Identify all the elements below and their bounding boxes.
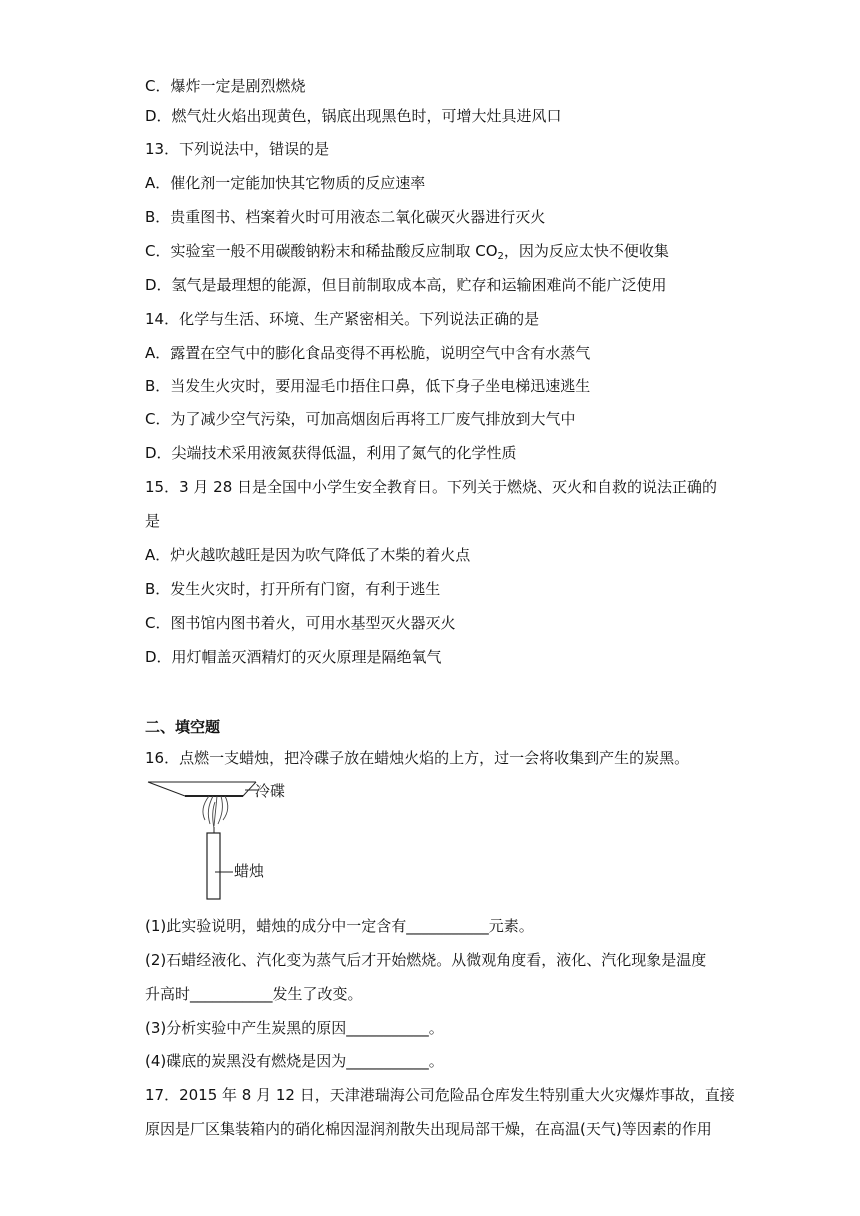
line-16-2: (2)石蜡经液化、汽化变为蒸气后才开始燃烧。从微观角度看，液化、汽化现象是温度 <box>145 951 707 969</box>
line-13c-text: C．实验室一般不用碳酸钠粉末和稀盐酸反应制取 CO <box>145 242 498 260</box>
flame <box>203 796 228 828</box>
question-13: 13．下列说法中，错误的是 <box>145 140 330 158</box>
line-15a: A．炉火越吹越旺是因为吹气降低了木柴的着火点 <box>145 546 471 564</box>
line-14d: D．尖端技术采用液氮获得低温，利用了氮气的化学性质 <box>145 444 517 462</box>
line-16-4: (4)碟底的炭黑没有燃烧是因为___________。 <box>145 1052 444 1070</box>
line-15b: B．发生火灾时，打开所有门窗，有利于逃生 <box>145 580 441 598</box>
line-16-1: (1)此实验说明，蜡烛的成分中一定含有___________元素。 <box>145 917 534 935</box>
line-15c: C．图书馆内图书着火，可用水基型灭火器灭火 <box>145 614 456 632</box>
section-heading: 二、填空题 <box>145 718 221 736</box>
line-14c: C．为了减少空气污染，可加高烟囱后再将工厂废气排放到大气中 <box>145 410 576 428</box>
candle-diagram <box>145 780 305 905</box>
line-13c-tail: ，因为反应太快不便收集 <box>503 242 669 260</box>
line-16-2-cont: 升高时___________发生了改变。 <box>145 985 363 1003</box>
question-17: 17．2015 年 8 月 12 日，天津港瑞海公司危险品仓库发生特别重大火灾爆炸事故，直接 <box>145 1086 735 1104</box>
line-13d: D．氢气是最理想的能源，但目前制取成本高，贮存和运输困难尚不能广泛使用 <box>145 276 667 294</box>
candle-label: 蜡烛 <box>234 862 265 880</box>
line-12c: C．爆炸一定是剧烈燃烧 <box>145 77 306 95</box>
question-17-cont: 原因是厂区集装箱内的硝化棉因湿润剂散失出现局部干燥，在高温(天气)等因素的作用 <box>145 1120 712 1138</box>
line-14b: B．当发生火灾时，要用湿毛巾捂住口鼻，低下身子坐电梯迅速逃生 <box>145 377 591 395</box>
line-13b: B．贵重图书、档案着火时可用液态二氧化碳灭火器进行灭火 <box>145 208 546 226</box>
dish-label: 冷碟 <box>255 782 286 800</box>
co2-subscript: 2 <box>497 251 504 262</box>
question-16: 16．点燃一支蜡烛，把冷碟子放在蜡烛火焰的上方，过一会将收集到产生的炭黑。 <box>145 749 690 767</box>
question-14: 14．化学与生活、环境、生产紧密相关。下列说法正确的是 <box>145 310 540 328</box>
candle <box>207 827 220 899</box>
question-15: 15．3 月 28 日是全国中小学生安全教育日。下列关于燃烧、灭火和自救的说法正确的 <box>145 478 718 496</box>
candle-figure <box>145 780 305 905</box>
line-12d: D．燃气灶火焰出现黄色，锅底出现黑色时，可增大灶具进风口 <box>145 107 562 125</box>
line-13a: A．催化剂一定能加快其它物质的反应速率 <box>145 174 426 192</box>
line-15d: D．用灯帽盖灭酒精灯的灭火原理是隔绝氧气 <box>145 648 442 666</box>
question-15-cont: 是 <box>145 512 161 530</box>
line-14a: A．露置在空气中的膨化食品变得不再松脆，说明空气中含有水蒸气 <box>145 344 591 362</box>
line-16-3: (3)分析实验中产生炭黑的原因___________。 <box>145 1019 444 1037</box>
line-13c <box>145 241 669 261</box>
cold-dish <box>148 782 256 796</box>
